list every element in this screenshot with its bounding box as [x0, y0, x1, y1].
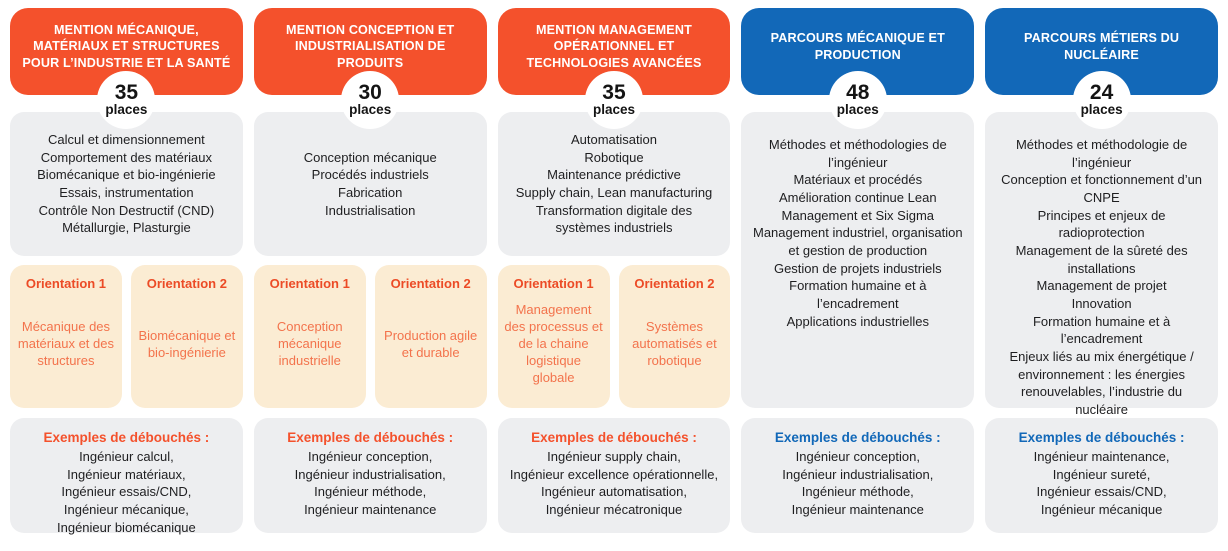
debouches-title: Exemples de débouchés :	[774, 430, 941, 445]
program-title	[526, 22, 701, 72]
orientation-title: Orientation 1	[269, 276, 350, 291]
topic-line: Méthodes et méthodologie de l’ingénieur	[1015, 137, 1188, 170]
places-number: 35	[114, 81, 139, 105]
debouches-list	[747, 448, 968, 519]
places-label: places	[836, 102, 879, 118]
topic-line: Conception et fonctionnement d’un CNPE	[1001, 172, 1203, 206]
places-label: places	[349, 102, 392, 118]
debouche-line: Ingénieur méthode,	[801, 484, 914, 500]
debouche-line: Ingénieur méthode,	[314, 484, 427, 500]
debouches-list	[260, 448, 481, 519]
orientation-text: Mécanique des matériaux et des structures	[17, 319, 114, 368]
orientation-title: Orientation 1	[513, 276, 594, 291]
topic-line: Biomécanique et bio-ingénierie	[37, 167, 216, 183]
column-mention-conception-industrialisation	[254, 8, 487, 533]
orientations-row	[254, 265, 487, 408]
program-title-line: PARCOURS MÉTIERS DU	[1024, 30, 1180, 45]
debouches-box	[741, 418, 974, 533]
orientation-text: Systèmes automatisés et robotique	[632, 319, 717, 368]
topic-line: Maintenance prédictive	[547, 167, 681, 183]
program-title-line: MATÉRIAUX ET STRUCTURES	[33, 39, 220, 54]
places-label: places	[105, 102, 148, 118]
topic-line: Contrôle Non Destructif (CND)	[38, 202, 215, 218]
topic-line: Management de projet	[1036, 278, 1167, 294]
topic-line: Robotique	[584, 149, 644, 165]
debouche-line: Ingénieur maintenance,	[1033, 449, 1170, 464]
orientation-text: Management des processus et de la chaine logistique globale	[504, 302, 603, 385]
program-title-line: MENTION MÉCANIQUE,	[54, 22, 199, 37]
debouche-line: Ingénieur conception,	[795, 449, 920, 464]
topics-box	[254, 112, 487, 256]
topic-line: Essais, instrumentation	[59, 185, 194, 200]
program-title-line: PRODUITS	[337, 55, 404, 70]
debouches-list	[504, 448, 725, 519]
topic-line: Matériaux et procédés	[793, 172, 923, 188]
topics-box	[985, 112, 1218, 418]
topic-line: Transformation digitale des systèmes industriels	[535, 202, 693, 236]
debouches-title: Exemples de débouchés :	[43, 430, 210, 445]
debouches-box	[254, 418, 487, 533]
program-title	[1024, 30, 1179, 63]
topic-line: Fabrication	[338, 185, 403, 200]
orientation-text: Conception mécanique industrielle	[276, 319, 343, 368]
debouche-line: Ingénieur essais/CND,	[61, 484, 192, 500]
debouche-line: Ingénieur sureté,	[1052, 466, 1151, 482]
debouches-box	[10, 418, 243, 533]
debouche-line: Ingénieur biomécanique	[57, 519, 196, 535]
topic-line: Formation humaine et à l’encadrement	[1032, 313, 1171, 347]
orientation-1-box	[254, 265, 366, 408]
debouche-line: Ingénieur mécatronique	[545, 502, 683, 518]
topics-box	[10, 112, 243, 256]
topics-box	[741, 112, 974, 408]
orientation-2-box	[375, 265, 487, 408]
orientations-row	[10, 265, 243, 408]
orientation-title: Orientation 1	[25, 276, 107, 291]
topic-line: Industrialisation	[325, 202, 416, 218]
program-title-line: OPÉRATIONNEL ET	[553, 39, 675, 54]
topic-line: Automatisation	[570, 131, 657, 147]
program-title	[771, 30, 945, 63]
debouche-line: Ingénieur mécanique,	[63, 502, 189, 518]
topic-line: Management industriel, organisation et gestion de production	[753, 225, 963, 259]
places-badge	[1073, 71, 1131, 129]
debouches-list	[16, 448, 237, 536]
program-title-line: PARCOURS MÉCANIQUE ET	[770, 30, 945, 45]
topic-line: Calcul et dimensionnement	[47, 131, 205, 147]
orientation-title: Orientation 2	[390, 276, 471, 291]
debouche-line: Ingénieur excellence opérationnelle,	[509, 466, 719, 482]
program-title-line: PRODUCTION	[814, 47, 901, 62]
program-title-line: MENTION CONCEPTION ET	[286, 22, 455, 37]
debouche-line: Ingénieur industrialisation,	[782, 466, 934, 482]
debouche-line: Ingénieur maintenance	[304, 502, 437, 518]
debouche-line: Ingénieur supply chain,	[547, 449, 681, 464]
places-number: 24	[1089, 81, 1114, 105]
debouche-line: Ingénieur automatisation,	[541, 484, 687, 500]
topic-line: Amélioration continue Lean Management et Six Sigma	[779, 190, 937, 223]
program-title-line: TECHNOLOGIES AVANCÉES	[526, 55, 702, 70]
topic-line: Principes et enjeux de radioprotection	[1037, 207, 1166, 241]
program-title-line: NUCLÉAIRE	[1064, 47, 1139, 62]
places-badge	[97, 71, 155, 129]
topic-line: Gestion de projets industriels	[773, 260, 942, 276]
orientations-row	[498, 265, 731, 408]
debouche-line: Ingénieur conception,	[308, 449, 433, 464]
orientation-text: Production agile et durable	[384, 327, 478, 360]
debouche-line: Ingénieur calcul,	[79, 449, 174, 464]
places-number: 48	[846, 81, 870, 105]
orientation-2-box	[619, 265, 731, 408]
debouches-title: Exemples de débouchés :	[531, 430, 697, 445]
column-mention-mecanique-materiaux	[10, 8, 243, 533]
debouche-line: Ingénieur maintenance	[791, 502, 924, 518]
column-mention-management-operationnel	[498, 8, 731, 533]
orientation-title: Orientation 2	[634, 276, 715, 291]
topic-line: Métallurgie, Plasturgie	[62, 220, 191, 236]
topic-line: Comportement des matériaux	[40, 149, 213, 165]
topic-line: Management de la sûreté des installations	[1015, 243, 1188, 276]
orientation-1-box	[10, 265, 122, 408]
program-title-line: MENTION MANAGEMENT	[536, 22, 692, 37]
debouches-title: Exemples de débouchés :	[1018, 430, 1185, 445]
places-number: 30	[358, 81, 382, 105]
program-title	[22, 22, 230, 72]
orientation-2-box	[131, 265, 243, 408]
topic-line: Procédés industriels	[311, 167, 429, 183]
places-label: places	[1080, 102, 1123, 118]
topic-line: Applications industrielles	[786, 313, 929, 329]
topic-line: Supply chain, Lean manufacturing	[515, 185, 713, 200]
topic-line: Enjeux liés au mix énergétique / environnement : les énergies renouvelables, l’industrie du nucléaire	[1009, 349, 1194, 418]
places-badge	[341, 71, 399, 129]
orientation-text: Biomécanique et bio-ingénierie	[138, 327, 236, 360]
debouche-line: Ingénieur matériaux,	[67, 466, 186, 482]
column-parcours-metiers-nucleaire	[985, 8, 1218, 533]
debouches-box	[498, 418, 731, 533]
topic-line: Formation humaine et à l’encadrement	[789, 278, 927, 312]
debouches-title: Exemples de débouchés :	[287, 430, 454, 445]
orientation-1-box	[498, 265, 610, 408]
places-label: places	[592, 102, 635, 118]
program-title-line: INDUSTRIALISATION DE	[294, 39, 446, 54]
places-badge	[585, 71, 643, 129]
debouche-line: Ingénieur essais/CND,	[1036, 484, 1167, 500]
orientation-title: Orientation 2	[146, 276, 227, 291]
debouche-line: Ingénieur industrialisation,	[294, 466, 446, 482]
program-title	[286, 22, 454, 72]
debouche-line: Ingénieur mécanique	[1040, 502, 1163, 518]
topic-line: Méthodes et méthodologies de l’ingénieur	[768, 137, 947, 170]
topic-line: Conception mécanique	[303, 149, 437, 165]
program-title-line: POUR L’INDUSTRIE ET LA SANTÉ	[22, 55, 231, 70]
column-parcours-mecanique-production	[741, 8, 974, 533]
topics-box	[498, 112, 731, 256]
debouches-box	[985, 418, 1218, 533]
debouches-list	[991, 448, 1212, 519]
places-number: 35	[602, 81, 626, 105]
places-badge	[829, 71, 887, 129]
topic-line: Innovation	[1071, 296, 1132, 312]
